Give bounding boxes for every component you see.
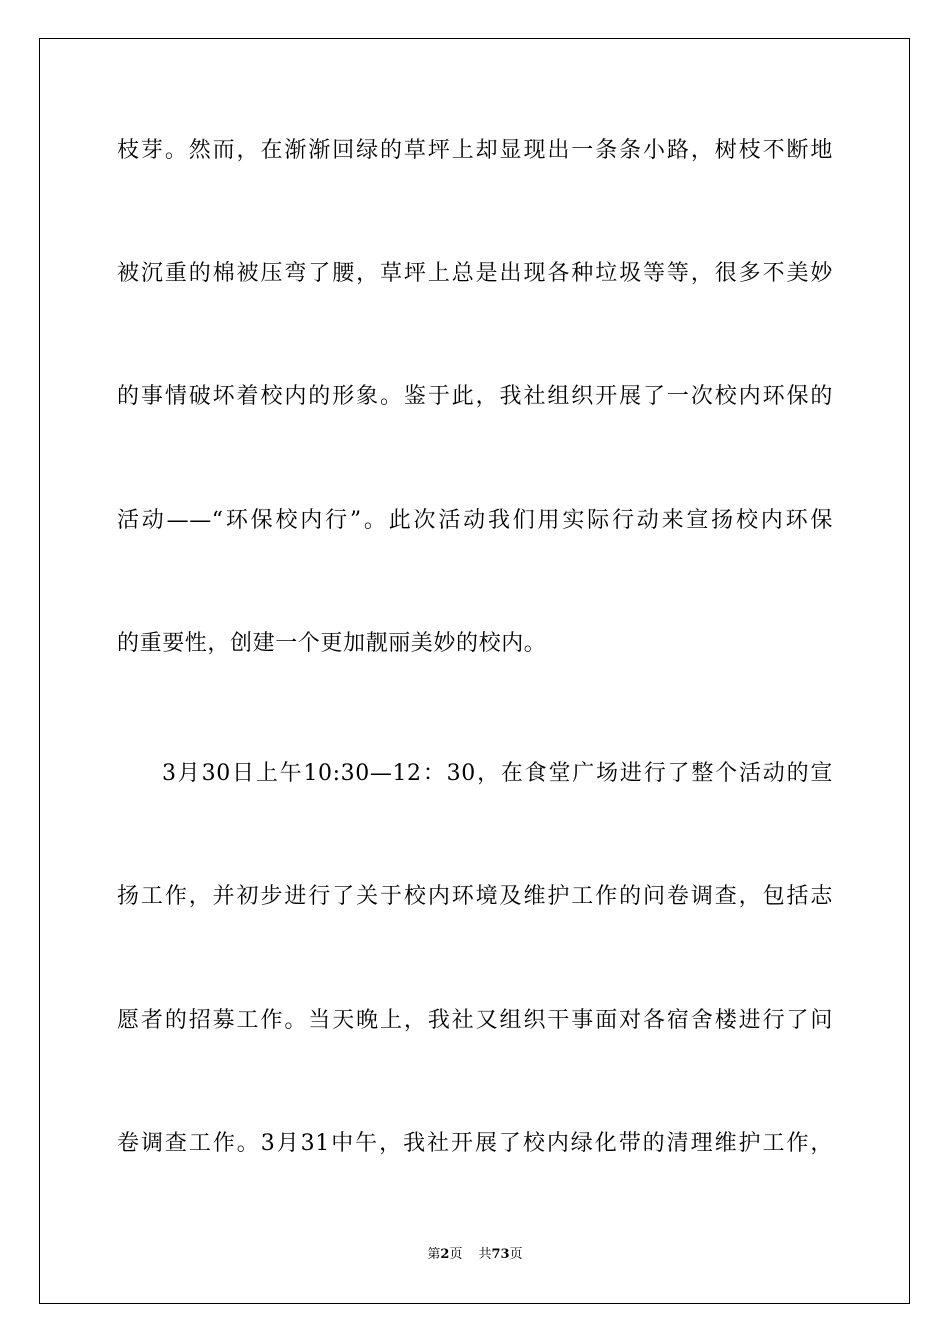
paragraph-line: 的事情破坏着校内的形象。鉴于此，我社组织开展了一次校内环保的 — [117, 384, 833, 409]
page-frame — [39, 38, 910, 1304]
paragraph-line: 3月30日上午10:30—12：30，在食堂广场进行了整个活动的宣 — [162, 761, 833, 786]
paragraph-line: 愿者的招募工作。当天晚上，我社又组织干事面对各宿舍楼进行了问 — [117, 1008, 833, 1033]
total-suffix: 页 — [509, 1247, 523, 1262]
page-footer — [0, 1246, 950, 1264]
paragraph-line: 活动——“环保校内行”。此次活动我们用实际行动来宣扬校内环保 — [117, 508, 833, 533]
paragraph-line: 枝芽。然而，在渐渐回绿的草坪上却显现出一条条小路，树枝不断地 — [117, 138, 833, 163]
page-suffix: 页 — [449, 1247, 463, 1262]
page-number: 2 — [440, 1247, 450, 1262]
paragraph-line: 卷调查工作。3月31中午，我社开展了校内绿化带的清理维护工作， — [117, 1131, 833, 1156]
paragraph-line: 被沉重的棉被压弯了腰，草坪上总是出现各种垃圾等等，很多不美妙 — [117, 261, 833, 286]
total-pages: 73 — [491, 1247, 510, 1262]
total-prefix: 共 — [478, 1247, 492, 1262]
paragraph-line: 的重要性，创建一个更加靓丽美妙的校内。 — [117, 631, 547, 656]
paragraph-line: 扬工作，并初步进行了关于校内环境及维护工作的问卷调查，包括志 — [117, 884, 833, 909]
page-prefix: 第 — [427, 1247, 441, 1262]
